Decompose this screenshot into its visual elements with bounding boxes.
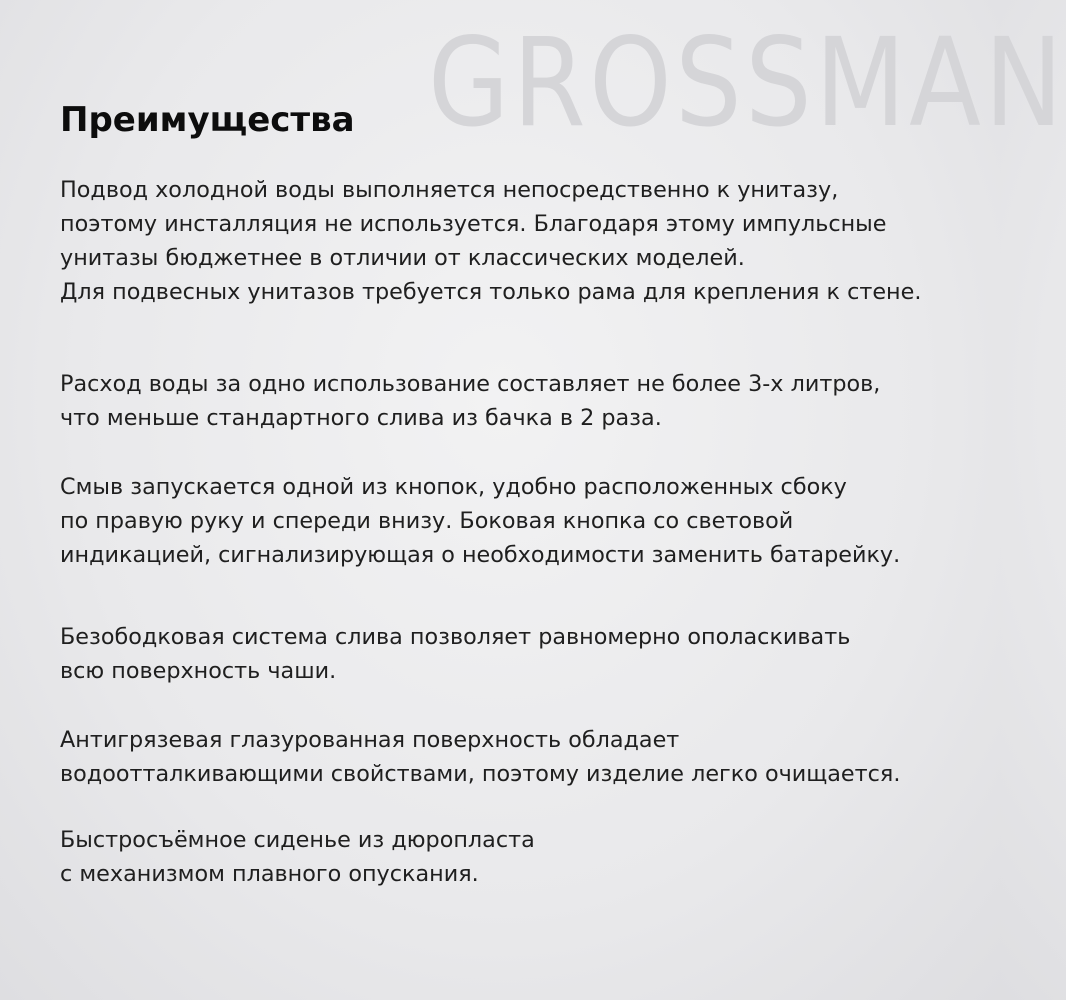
text-line: что меньше стандартного слива из бачка в 2 раза. bbox=[60, 405, 662, 431]
benefit-paragraph-water-consumption bbox=[60, 367, 880, 435]
text-line: Смыв запускается одной из кнопок, удобно расположенных сбоку bbox=[60, 474, 847, 500]
text-line: Подвод холодной воды выполняется непосредственно к унитазу, bbox=[60, 177, 839, 203]
benefit-paragraph-water-supply bbox=[60, 173, 921, 309]
text-line: Расход воды за одно использование составляет не более 3-х литров, bbox=[60, 371, 881, 397]
page-title: Преимущества bbox=[60, 100, 355, 140]
text-line: Для подвесных унитазов требуется только рама для крепления к стене. bbox=[60, 279, 922, 305]
text-line: индикацией, сигнализирующая о необходимости заменить батарейку. bbox=[60, 542, 901, 568]
text-line: унитазы бюджетнее в отличии от классических моделей. bbox=[60, 245, 745, 271]
text-line: водоотталкивающими свойствами, поэтому изделие легко очищается. bbox=[60, 761, 901, 787]
benefit-paragraph-flush-buttons bbox=[60, 470, 900, 572]
text-line: Антигрязевая глазурованная поверхность обладает bbox=[60, 727, 680, 753]
benefit-paragraph-seat bbox=[60, 823, 535, 891]
text-line: по правую руку и спереди внизу. Боковая кнопка со световой bbox=[60, 508, 794, 534]
benefit-paragraph-glaze bbox=[60, 723, 900, 791]
brand-watermark-logo: GROSSMAN bbox=[428, 12, 1066, 154]
text-line: с механизмом плавного опускания. bbox=[60, 861, 479, 887]
text-line: Быстросъёмное сиденье из дюропласта bbox=[60, 827, 535, 853]
text-line: поэтому инсталляция не используется. Благодаря этому импульсные bbox=[60, 211, 887, 237]
text-line: Безободковая система слива позволяет равномерно ополаскивать bbox=[60, 624, 851, 650]
benefit-paragraph-rimless bbox=[60, 620, 850, 688]
text-line: всю поверхность чаши. bbox=[60, 658, 337, 684]
